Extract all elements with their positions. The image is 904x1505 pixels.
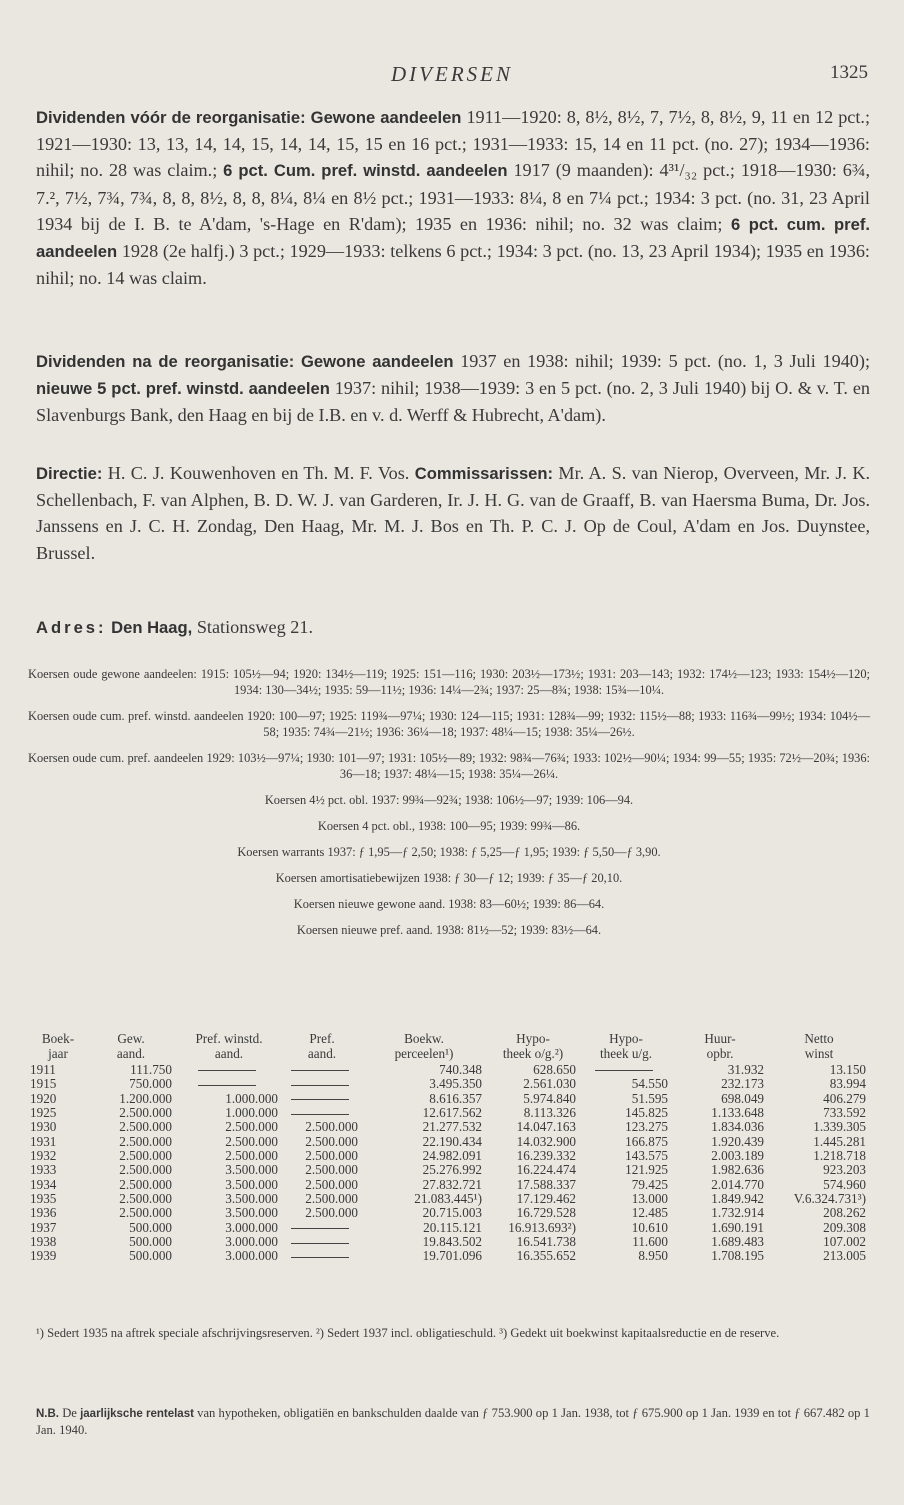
cum-pref-label: 6 pct. cum. pref. aandeelen — [36, 214, 870, 262]
address-line — [36, 614, 870, 641]
table-cell: 2.500.000 — [305, 1162, 358, 1178]
table-cell: 3.000.000 — [225, 1234, 278, 1250]
table-cell: 17.588.337 — [516, 1176, 576, 1192]
financial-table — [30, 1031, 870, 1264]
table-cell: 3.000.000 — [225, 1248, 278, 1264]
table-cell: 2.500.000 — [305, 1191, 358, 1207]
col-header: Pref. winstd. aand. — [195, 1031, 263, 1061]
table-row — [30, 1063, 870, 1077]
table-cell: 574.960 — [823, 1176, 866, 1192]
year-cell: 1932 — [30, 1148, 57, 1164]
table-cell: 1.445.281 — [813, 1133, 866, 1149]
table-cell: 500.000 — [129, 1219, 172, 1235]
cum-pref-text: 1928 (2e halfj.) 3 pct.; 1929—1933: telkens 6 pct.; 1934: 3 pct. (no. 13, 23 April 1934); 1935 en 1936: nihil; no. 14 was claim. — [36, 241, 870, 289]
table-cell: 1.690.191 — [711, 1219, 764, 1235]
table-row — [30, 1178, 870, 1192]
table-cell: 733.592 — [823, 1105, 866, 1121]
running-header — [0, 62, 904, 90]
cum-pref-winstd-text: 1917 (9 maanden): 4³¹/₃₂ pct.; 1918—1930: 6¾, 7.², 7½, 7¾, 7¾, 8, 8, 8½, 8, 8, 8¼, 8¼ en 8½ pct.; 1931—1933: 8¼, 8 en 7¼ pct.; 1934: 3 pct. (no. 31, 23 April 1934 bij de I. B. te A'dam, 's-Hage en R'dam); 1935 en 1936: nihil; no. 32 was claim; — [36, 160, 871, 234]
table-cell: 208.262 — [823, 1205, 866, 1221]
table-cell: 923.203 — [823, 1162, 866, 1178]
table-cell: 1.339.305 — [813, 1119, 866, 1135]
table-cell: 16.729.528 — [516, 1205, 576, 1221]
dash-rule — [291, 1070, 349, 1071]
table-cell: 406.279 — [823, 1090, 866, 1106]
table-cell — [282, 1221, 362, 1235]
table-cell: 1.200.000 — [119, 1090, 172, 1106]
table-cell: 13.000 — [631, 1191, 668, 1207]
table-body — [30, 1063, 870, 1264]
nb-bold: jaarlijksche rentelast — [80, 1408, 194, 1420]
address-street: Stationsweg 21. — [196, 617, 314, 637]
year-cell: 1925 — [30, 1105, 57, 1121]
table-cell: 12.485 — [631, 1205, 668, 1221]
directie-label: Directie: — [36, 464, 103, 483]
table-cell: 209.308 — [823, 1219, 866, 1235]
table-cell: 21.083.445¹) — [414, 1191, 482, 1207]
table-cell: 2.500.000 — [305, 1176, 358, 1192]
table-cell: 10.610 — [631, 1219, 668, 1235]
board-paragraph — [36, 460, 870, 566]
gewone-after-label: Gewone aandeelen — [300, 352, 454, 371]
table-cell: 111.750 — [130, 1062, 172, 1077]
table-row — [30, 1206, 870, 1220]
table-cell: 1.982.636 — [711, 1162, 764, 1178]
table-row — [30, 1106, 870, 1120]
dash-rule — [291, 1228, 349, 1229]
table-cell: 83.994 — [829, 1076, 866, 1092]
table-cell: 2.500.000 — [119, 1191, 172, 1207]
table-cell: 25.276.992 — [422, 1162, 482, 1178]
year-cell: 1935 — [30, 1191, 57, 1207]
table-cell: 2.500.000 — [305, 1205, 358, 1221]
table-cell: 698.049 — [721, 1090, 764, 1106]
table-row — [30, 1135, 870, 1149]
table-cell — [282, 1106, 362, 1120]
table-cell: 1.689.483 — [711, 1234, 764, 1250]
table-cell: 740.348 — [439, 1062, 482, 1077]
koersen-line: Koersen nieuwe pref. aand. 1938: 81½—52; 1939: 83½—64. — [296, 923, 602, 937]
table-cell: 1.133.648 — [711, 1105, 764, 1121]
dash-rule — [291, 1085, 349, 1086]
table-cell: 27.832.721 — [422, 1176, 482, 1192]
table-cell: 2.561.030 — [523, 1076, 576, 1092]
col-header: Boek- jaar — [41, 1031, 75, 1061]
year-cell: 1930 — [30, 1119, 57, 1135]
address-label: Adres: — [36, 618, 107, 637]
table-cell: 2.500.000 — [119, 1133, 172, 1149]
table-cell: 213.005 — [823, 1248, 866, 1264]
table-cell: 1.849.942 — [711, 1191, 764, 1207]
table-cell: 22.190.434 — [422, 1133, 482, 1149]
table-cell: 2.500.000 — [119, 1205, 172, 1221]
dash-rule — [291, 1243, 349, 1244]
koersen-line: Koersen 4½ pct. obl. 1937: 99¾—92¾; 1938: 106½—97; 1939: 106—94. — [264, 793, 634, 807]
table-cell: 5.974.840 — [523, 1090, 576, 1106]
table-cell: 1.218.718 — [813, 1148, 866, 1164]
table-cell: 2.500.000 — [225, 1119, 278, 1135]
table-cell: 8.113.326 — [523, 1105, 576, 1121]
year-cell: 1936 — [30, 1205, 57, 1221]
col-header: Boekw. perceelen¹) — [394, 1031, 454, 1061]
page-number: 1325 — [830, 62, 868, 83]
nb-lead: De — [62, 1406, 77, 1420]
col-header: Hypo- theek o/g.²) — [502, 1031, 564, 1061]
nb-paragraph — [36, 1405, 870, 1438]
table-cell — [282, 1077, 362, 1091]
table-cell: 21.277.532 — [422, 1119, 482, 1135]
dash-rule — [291, 1099, 349, 1100]
commissarissen-text: Mr. A. S. van Nierop, Overveen, Mr. J. K. Schellenbach, F. van Alphen, B. D. W. J. van Garderen, Ir. J. H. G. van de Graaff, B. van Haersma Buma, Dr. Jos. Janssens en J. C. H. Zondag, Den Haag, Mr. M. J. Bos en Th. P. C. J. Op de Coul, A'dam en Jos. Duynstee, Brussel. — [36, 463, 871, 563]
table-cell: 3.000.000 — [225, 1219, 278, 1235]
table-row — [30, 1092, 870, 1106]
table-cell: V.6.324.731³) — [793, 1191, 866, 1207]
table-cell: 2.014.770 — [711, 1176, 764, 1192]
table-cell: 1.000.000 — [225, 1090, 278, 1106]
table-cell: 2.003.189 — [711, 1148, 764, 1164]
table-cell: 20.715.003 — [422, 1205, 482, 1221]
table-cell — [176, 1077, 282, 1091]
koersen-line: Koersen warrants 1937: ƒ 1,95—ƒ 2,50; 1938: ƒ 5,25—ƒ 1,95; 1939: ƒ 5,50—ƒ 3,90. — [237, 845, 661, 859]
table-cell: 24.982.091 — [422, 1148, 482, 1164]
table-cell: 16.224.474 — [516, 1162, 576, 1178]
table-cell: 8.616.357 — [429, 1090, 482, 1106]
table-cell — [282, 1063, 362, 1077]
table-cell: 13.150 — [829, 1062, 866, 1077]
table-cell: 500.000 — [129, 1234, 172, 1250]
table-cell: 2.500.000 — [119, 1162, 172, 1178]
table-cell: 2.500.000 — [225, 1148, 278, 1164]
table-row — [30, 1120, 870, 1134]
table-cell — [176, 1063, 282, 1077]
koersen-line: Koersen oude gewone aandeelen: 1915: 105½—94; 1920: 134½—119; 1925: 151—116; 1930: 203½—173½; 1931: 203—143; 1932: 174½—123; 1933: 154½—120; 1934: 130—34½; 1935: 59—11½; 1936: 14¼—2¾; 1937: 25—8¾; 1938: 15¾—10¼. — [28, 667, 870, 697]
table-cell — [580, 1063, 672, 1077]
table-row — [30, 1249, 870, 1263]
dash-rule — [291, 1257, 349, 1258]
table-cell: 145.825 — [625, 1105, 668, 1121]
year-cell: 1937 — [30, 1219, 57, 1235]
col-header: Hypo- theek u/g. — [599, 1031, 652, 1061]
table-cell: 500.000 — [129, 1248, 172, 1264]
table-cell: 143.575 — [625, 1148, 668, 1164]
table-cell: 123.275 — [625, 1119, 668, 1135]
table-cell: 107.002 — [823, 1234, 866, 1250]
col-header: Netto winst — [804, 1031, 834, 1061]
year-cell: 1934 — [30, 1176, 57, 1192]
table-cell: 19.701.096 — [422, 1248, 482, 1264]
nb-label: N.B. — [36, 1408, 59, 1420]
table-cell: 79.425 — [631, 1176, 668, 1192]
year-cell: 1931 — [30, 1133, 57, 1149]
dash-rule — [291, 1114, 349, 1115]
table-cell: 14.047.163 — [516, 1119, 576, 1135]
table-header — [30, 1031, 870, 1063]
footnotes: ¹) Sedert 1935 na aftrek speciale afschrijvingsreserven. ²) Sedert 1937 incl. obligatieschuld. ³) Gedekt uit boekwinst kapitaalsreductie en de reserve. — [36, 1326, 780, 1340]
table-cell: 51.595 — [631, 1090, 668, 1106]
year-cell: 1938 — [30, 1234, 57, 1250]
table-cell: 12.617.562 — [422, 1105, 482, 1121]
table-row — [30, 1149, 870, 1163]
table-cell: 2.500.000 — [305, 1148, 358, 1164]
table-cell: 121.925 — [625, 1162, 668, 1178]
year-cell: 1933 — [30, 1162, 57, 1178]
table-cell: 16.355.652 — [516, 1248, 576, 1264]
table-cell: 19.843.502 — [422, 1234, 482, 1250]
table-cell: 54.550 — [631, 1076, 668, 1092]
year-cell: 1915 — [30, 1076, 57, 1092]
table-cell: 2.500.000 — [305, 1119, 358, 1135]
nieuwe-pref-label: nieuwe 5 pct. pref. winstd. aandeelen — [36, 379, 330, 399]
table-row — [30, 1163, 870, 1177]
table-cell: 2.500.000 — [225, 1133, 278, 1149]
nb-text: van hypotheken, obligatiën en bankschulden daalde van ƒ 753.900 op 1 Jan. 1938, tot ƒ 675.900 op 1 Jan. 1939 en tot ƒ 667.482 op 1 Jan. 1940. — [36, 1406, 870, 1437]
koersen-line: Koersen oude cum. pref. aandeelen 1929: 103½—97¼; 1930: 101—97; 1931: 105½—89; 1932: 98¾—76¾; 1933: 102½—90¼; 1934: 99—55; 1935: 72½—20¾; 1936: 36—18; 1937: 48¼—15; 1938: 35¼—26¼. — [28, 751, 870, 781]
table-cell: 1.834.036 — [711, 1119, 764, 1135]
col-header: Gew. aand. — [116, 1031, 146, 1061]
table-cell: 8.950 — [638, 1248, 668, 1264]
dividends-before-label: Dividenden vóór de reorganisatie: — [36, 108, 306, 127]
gewone-label: Gewone aandeelen — [310, 108, 462, 127]
koersen-line: Koersen oude cum. pref. winstd. aandeelen 1920: 100—97; 1925: 119¾—97¼; 1930: 124—115; 1931: 128¾—99; 1932: 115½—88; 1933: 116¾—99½; 1934: 104½—58; 1935: 74¾—21½; 1936: 36¼—18; 1937: 48¼—15; 1938: 35¼—26½. — [28, 709, 870, 739]
table-row — [30, 1192, 870, 1206]
table-cell: 2.500.000 — [119, 1176, 172, 1192]
year-cell: 1911 — [30, 1062, 56, 1077]
table-cell: 11.600 — [632, 1234, 668, 1250]
table-cell: 2.500.000 — [305, 1133, 358, 1149]
table-cell: 3.500.000 — [225, 1191, 278, 1207]
dash-rule — [595, 1070, 653, 1071]
table-cell: 2.500.000 — [119, 1105, 172, 1121]
cum-pref-winstd-label: 6 pct. Cum. pref. winstd. aandeelen — [223, 161, 508, 181]
table-cell: 20.115.121 — [423, 1219, 482, 1235]
koersen-line: Koersen 4 pct. obl., 1938: 100—95; 1939: 99¾—86. — [317, 819, 581, 833]
table-cell: 2.500.000 — [119, 1119, 172, 1135]
year-cell: 1920 — [30, 1090, 57, 1106]
table-cell: 16.239.332 — [516, 1148, 576, 1164]
table-cell: 1.000.000 — [225, 1105, 278, 1121]
koersen-block — [28, 666, 870, 948]
table-cell: 232.173 — [721, 1076, 764, 1092]
table-cell — [282, 1249, 362, 1263]
table-row — [30, 1221, 870, 1235]
koersen-line: Koersen amortisatiebewijzen 1938: ƒ 30—ƒ 12; 1939: ƒ 35—ƒ 20,10. — [275, 871, 623, 885]
table-cell: 750.000 — [129, 1076, 172, 1092]
col-header: Huur- opbr. — [704, 1031, 736, 1061]
table-cell — [282, 1092, 362, 1106]
table-cell: 16.541.738 — [516, 1234, 576, 1250]
gewone-after-text: 1937 en 1938: nihil; 1939: 5 pct. (no. 1, 3 Juli 1940); — [460, 351, 871, 371]
dash-rule — [198, 1085, 256, 1086]
table-cell: 16.913.693²) — [508, 1219, 576, 1235]
dividends-after-label: Dividenden na de reorganisatie: — [36, 352, 295, 371]
year-cell: 1939 — [30, 1248, 57, 1264]
table-cell: 1.920.439 — [711, 1133, 764, 1149]
table-cell: 3.500.000 — [225, 1176, 278, 1192]
table-cell: 166.875 — [625, 1133, 668, 1149]
directie-text: H. C. J. Kouwenhoven en Th. M. F. Vos. — [107, 463, 410, 483]
table-cell: 14.032.900 — [516, 1133, 576, 1149]
table-cell: 3.500.000 — [225, 1205, 278, 1221]
table-cell: 31.932 — [727, 1062, 764, 1077]
nieuwe-pref-text: 1937: nihil; 1938—1939: 3 en 5 pct. (no. 2, 3 Juli 1940) bij O. & v. T. en Slavenburgs Bank, den Haag en bij de I.B. en v. d. Werff & Hubrecht, A'dam). — [36, 378, 870, 426]
dividends-before-paragraph — [36, 104, 870, 291]
table-cell: 2.500.000 — [119, 1148, 172, 1164]
running-title: DIVERSEN — [391, 62, 513, 86]
table-row — [30, 1235, 870, 1249]
address-city: Den Haag, — [111, 618, 193, 637]
commissarissen-label: Commissarissen: — [414, 464, 554, 483]
koersen-line: Koersen nieuwe gewone aand. 1938: 83—60½; 1939: 86—64. — [293, 897, 605, 911]
col-header: Pref. aand. — [307, 1031, 337, 1061]
table-cell: 1.732.914 — [711, 1205, 764, 1221]
table-cell: 17.129.462 — [516, 1191, 576, 1207]
table-cell: 1.708.195 — [711, 1248, 764, 1264]
table-cell: 3.500.000 — [225, 1162, 278, 1178]
table-cell — [282, 1235, 362, 1249]
dash-rule — [198, 1070, 256, 1071]
table-cell: 3.495.350 — [429, 1076, 482, 1092]
gewone-text: 1911—1920: 8, 8½, 8½, 7, 7½, 8, 8½, 9, 11 en 12 pct.; 1921—1930: 13, 13, 14, 14, 15, 14, 14, 15, 15 en 16 pct.; 1931—1933: 15, 14 en 11 pct. (no. 27); 1934—1936: nihil; no. 28 was claim.; — [36, 107, 871, 181]
table-cell: 628.650 — [533, 1062, 576, 1077]
dividends-after-paragraph — [36, 348, 870, 429]
table-row — [30, 1077, 870, 1091]
